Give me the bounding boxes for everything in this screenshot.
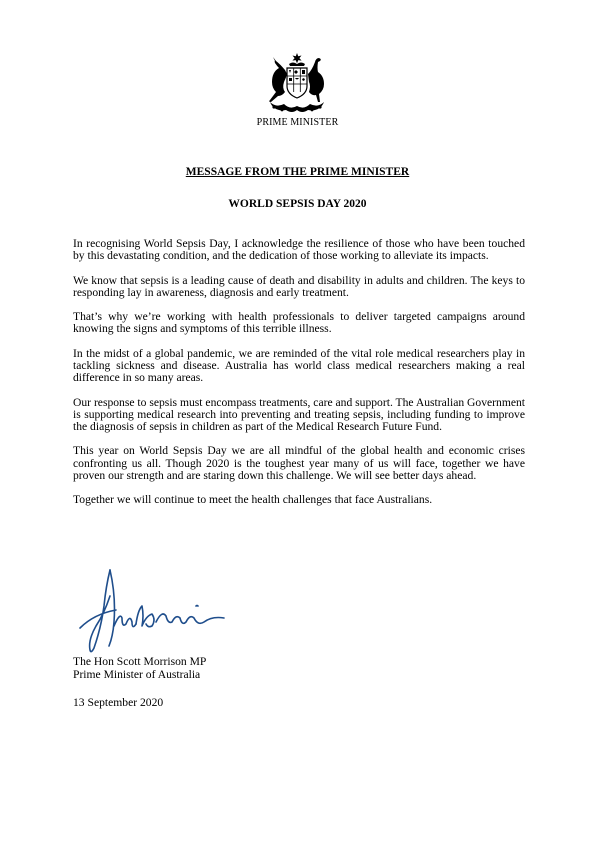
paragraph: We know that sepsis is a leading cause of death and disability in adults and children. The keys to responding lay in awareness, diagnosis and early treatment. (73, 273, 525, 299)
page-title: MESSAGE FROM THE PRIME MINISTER (185, 166, 410, 178)
coat-of-arms-icon (262, 52, 332, 114)
signature-block (73, 655, 206, 681)
letter-date: 13 September 2020 (73, 696, 164, 709)
paragraph: In the midst of a global pandemic, we are reminded of the vital role medical researchers play in tackling sickness and disease. Australia has world class medical researchers making a real difference in so many areas. (73, 346, 525, 385)
signatory-role: Prime Minister of Australia (73, 668, 201, 681)
paragraph: Together we will continue to meet the health challenges that face Australians. (73, 493, 433, 507)
signatory-name: The Hon Scott Morrison MP (73, 655, 207, 668)
office-label: PRIME MINISTER (256, 117, 339, 128)
signature-icon (76, 566, 228, 658)
paragraph: That’s why we’re working with health professionals to deliver targeted campaigns around knowing the signs and symptoms of this terrible illness. (73, 310, 525, 336)
message-body (73, 238, 525, 519)
paragraph: Our response to sepsis must encompass treatments, care and support. The Australian Government is supporting medical research into preventing and treating sepsis, including funding to improve the diagnosis of sepsis in children as part of the Medical Research Future Fund. (73, 395, 525, 433)
paragraph: This year on World Sepsis Day we are all mindful of the global health and economic crises confronting us all. Though 2020 is the toughest year many of us will face, together we have proven our strength and are staring down this challenge. We will see better days ahead. (73, 444, 525, 482)
page-subtitle: WORLD SEPSIS DAY 2020 (228, 198, 367, 210)
paragraph: In recognising World Sepsis Day, I acknowledge the resilience of those who have been touched by this devastating condition, and the dedication of those working to alleviate its impacts. (73, 237, 525, 263)
